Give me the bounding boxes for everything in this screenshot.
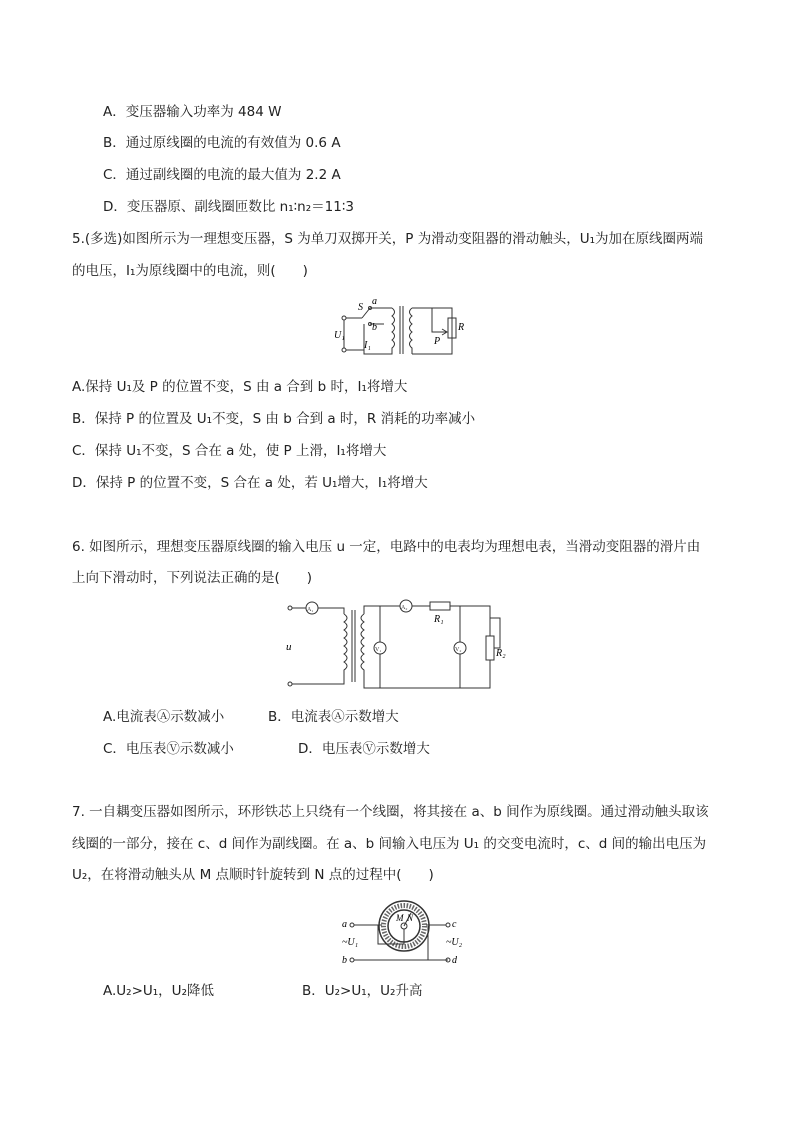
q7-label-u2: ~U₂ (446, 937, 463, 948)
q6-label-r2: R₂ (496, 648, 506, 659)
q7-label-d: d (452, 955, 457, 966)
q5-label-b: b (372, 322, 377, 333)
q7-stem-line2: 线圈的一部分，接在 c、d 间作为副线圈。在 a、b 间输入电压为 U₁ 的交变电流时，c、d 间的输出电压为 (72, 836, 707, 852)
q5-label-r: R (458, 322, 465, 333)
q5-option-c: C．保持 U₁不变，S 合在 a 处，使 P 上滑，I₁将增大 (72, 443, 387, 459)
q7-label-u1: ~U₁ (342, 937, 359, 948)
q6-option-c: C．电压表Ⓥ示数减小 (103, 741, 234, 757)
q7-label-m: M (396, 913, 404, 923)
q5-label-u1: U₁ (334, 330, 345, 341)
q6-option-d: D．电压表Ⓥ示数增大 (298, 741, 430, 757)
q6-label-r1: R₁ (434, 614, 444, 625)
q6-label-a2: A₂ (401, 605, 408, 611)
q5-option-d: D．保持 P 的位置不变，S 合在 a 处，若 U₁增大，I₁将增大 (72, 475, 428, 491)
q7-option-a: A.U₂>U₁，U₂降低 (103, 983, 214, 999)
q5-label-s: S (358, 302, 363, 313)
q7-autotransformer-figure (342, 896, 472, 968)
q4-option-c: C．通过副线圈的电流的最大值为 2.2 A (103, 167, 341, 183)
q7-label-c: c (452, 919, 457, 930)
q7-label-a: a (342, 919, 347, 930)
q5-transformer-figure (334, 296, 474, 356)
q5-stem-line1: 5.(多选)如图所示为一理想变压器，S 为单刀双掷开关，P 为滑动变阻器的滑动触头，U₁为加在原线圈两端 (72, 231, 703, 247)
q7-label-b: b (342, 955, 347, 966)
q5-label-a: a (372, 296, 377, 307)
q6-option-b: B．电流表Ⓐ示数增大 (268, 709, 399, 725)
q4-option-d: D．变压器原、副线圈匝数比 n₁∶n₂＝11∶3 (103, 199, 354, 215)
q5-option-b: B．保持 P 的位置及 U₁不变，S 由 b 合到 a 时，R 消耗的功率减小 (72, 411, 476, 427)
q5-label-i1: I₁ (364, 340, 371, 351)
q6-circuit-figure (284, 596, 514, 696)
q6-option-a: A.电流表Ⓐ示数减小 (103, 709, 225, 725)
q6-stem-line1: 6. 如图所示，理想变压器原线圈的输入电压 u 一定，电路中的电表均为理想电表，当滑动变阻器的滑片由 (72, 539, 701, 555)
q6-stem-line2: 上向下滑动时，下列说法正确的是( ) (72, 570, 313, 586)
q6-label-v1: V₁ (375, 647, 382, 653)
q7-label-n: N (407, 913, 414, 923)
q5-option-a: A.保持 U₁及 P 的位置不变，S 由 a 合到 b 时，I₁将增大 (72, 379, 408, 395)
q4-option-b: B．通过原线圈的电流的有效值为 0.6 A (103, 135, 341, 151)
q5-stem-line2: 的电压，I₁为原线圈中的电流，则( ) (72, 263, 308, 279)
q7-option-b: B．U₂>U₁，U₂升高 (302, 983, 423, 999)
q5-label-p: P (434, 336, 441, 347)
q7-stem-line3: U₂，在将滑动触头从 M 点顺时针旋转到 N 点的过程中( ) (72, 867, 434, 883)
q7-stem-line1: 7. 一自耦变压器如图所示，环形铁芯上只绕有一个线圈，将其接在 a、b 间作为原线圈。通过滑动触头取该 (72, 804, 709, 820)
q6-label-a1: A₁ (307, 607, 314, 613)
q6-label-v2: V₂ (455, 647, 462, 653)
q4-option-a: A．变压器输入功率为 484 W (103, 104, 282, 120)
q6-label-u: u (286, 641, 292, 653)
